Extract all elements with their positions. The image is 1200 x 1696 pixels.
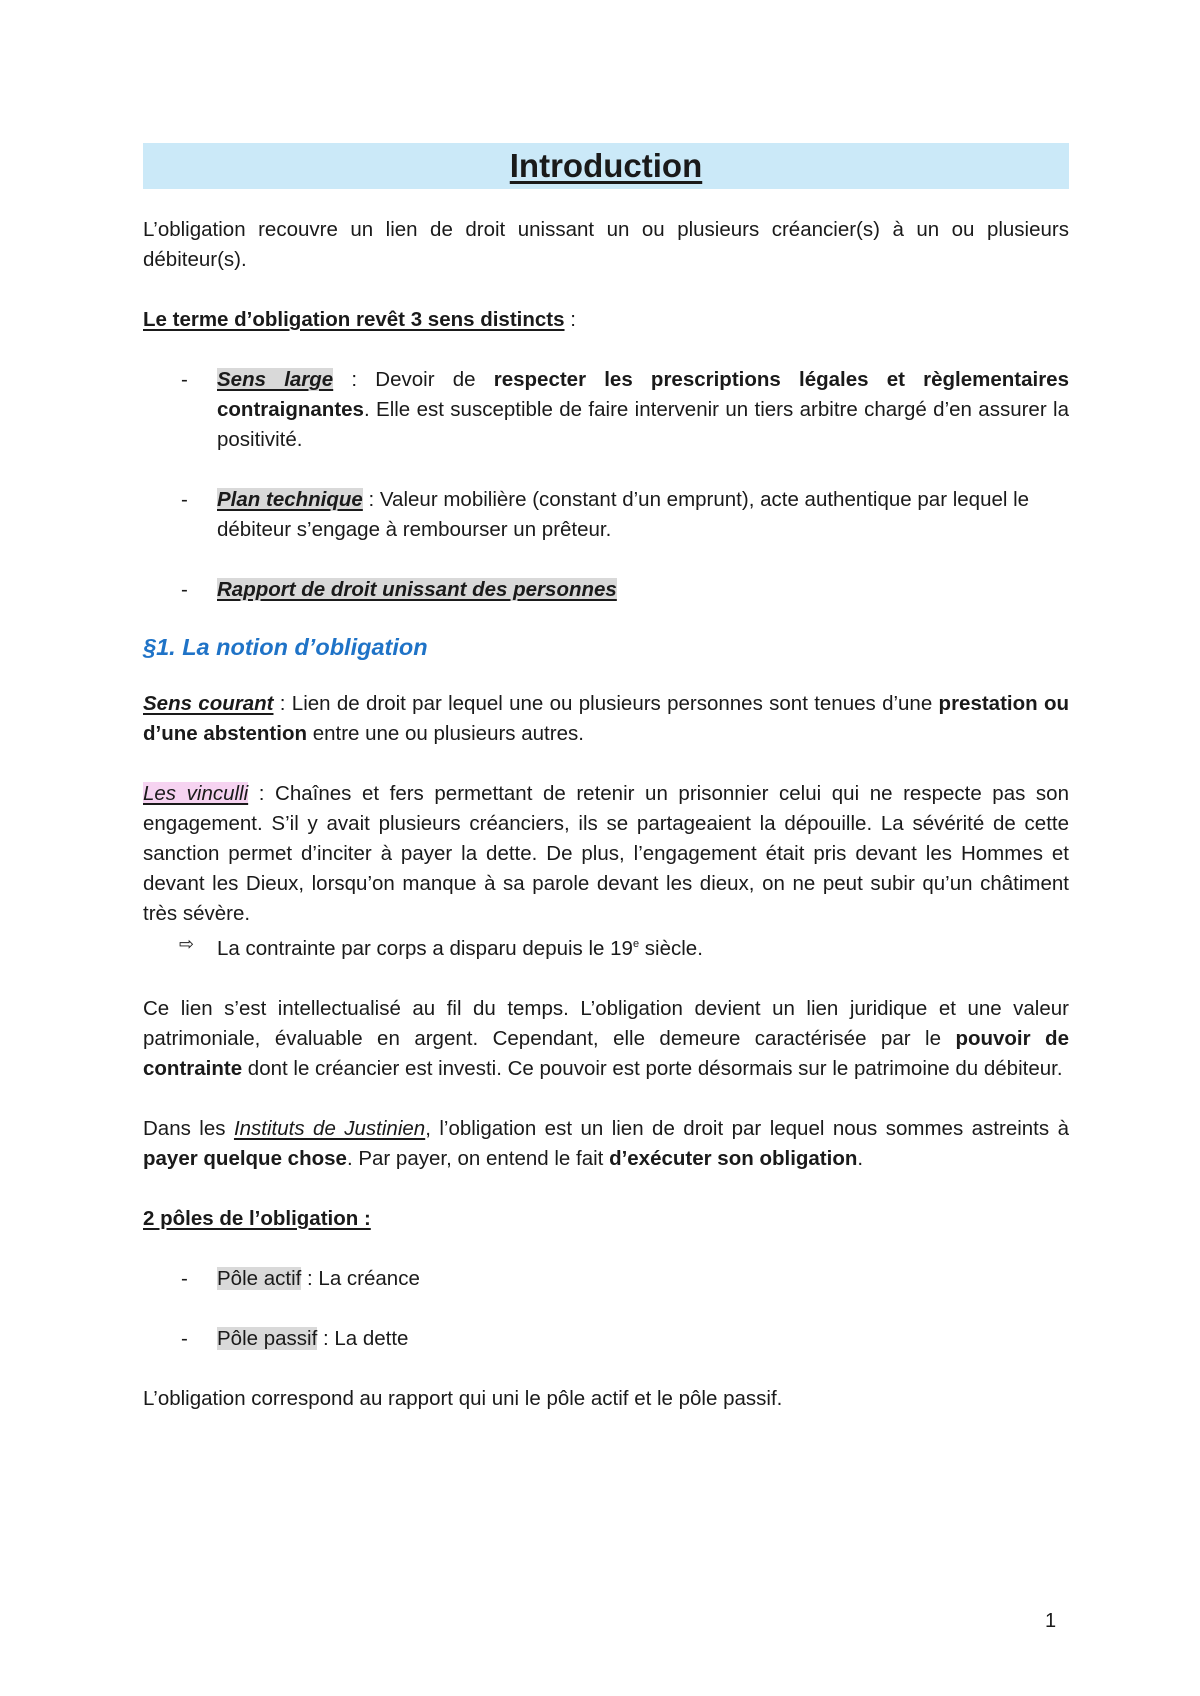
arrow-note <box>143 929 1069 964</box>
vinculi-paragraph <box>143 779 1069 929</box>
term-pole-actif: Pôle actif <box>217 1266 302 1290</box>
sens-courant-paragraph <box>143 689 1069 749</box>
term-separator: : Lien de droit par lequel une ou plusieurs personnes sont tenues d’une <box>273 692 939 715</box>
list-dash: - <box>181 1326 188 1350</box>
list-dash: - <box>181 578 188 601</box>
list-item-rest: : La dette <box>317 1326 409 1350</box>
term-pole-passif: Pôle passif <box>217 1326 318 1350</box>
list-item-text <box>217 1324 1069 1354</box>
justinien-paragraph <box>143 1114 1069 1174</box>
term-separator: : <box>362 488 380 511</box>
paragraph-text: Ce lien s’est intellectualisé au fil du temps. L’obligation devient un lien juridique et une valeur patrimoniale, évaluable en argent. Cependant, elle demeure caractérisée par le <box>143 996 1069 1050</box>
list-item-rest: : La créance <box>301 1266 420 1290</box>
term-vinculli: Les vinculli <box>143 782 249 805</box>
conclusion-paragraph: L’obligation correspond au rapport qui uni le pôle actif et le pôle passif. <box>143 1386 783 1410</box>
list-item-sens-large <box>143 365 1069 455</box>
list-item-rapport-de-droit <box>143 575 1069 605</box>
list-dash: - <box>181 1266 188 1290</box>
term-rapport-de-droit: Rapport de droit unissant des personnes <box>217 578 617 601</box>
paragraph-rest: entre une ou plusieurs autres. <box>307 722 584 745</box>
paragraph-text: . <box>857 1146 864 1170</box>
italic-reference: Instituts de Justinien <box>233 1116 426 1140</box>
sens-heading-colon: : <box>564 308 576 331</box>
list-item-rest: . Elle est susceptible de faire intervenir un tiers arbitre chargé d’en assurer la positivité. <box>217 398 1069 451</box>
term-separator: : Devoir de <box>333 368 494 391</box>
list-item-text <box>217 485 1069 545</box>
list-item-pole-actif <box>143 1264 1069 1294</box>
arrow-note-after: siècle. <box>639 936 703 960</box>
lien-paragraph <box>143 994 1069 1084</box>
page-number: 1 <box>1045 1610 1057 1632</box>
page-title: Introduction <box>143 143 1069 189</box>
poles-heading: 2 pôles de l’obligation : <box>143 1206 371 1230</box>
bold-phrase: payer quelque chose <box>143 1146 347 1170</box>
bold-phrase: respecter les prescriptions légales et règlementaires contraignantes <box>217 368 1069 421</box>
arrow-note-before: La contrainte par corps a disparu depuis le 19 <box>217 936 633 960</box>
bold-phrase: d’exécuter son obligation <box>609 1146 858 1170</box>
bold-phrase: pouvoir de contrainte <box>143 1026 1069 1080</box>
list-item-pole-passif <box>143 1324 1069 1354</box>
term-sens-courant: Sens courant <box>143 692 274 715</box>
paragraph-text: Dans les <box>143 1116 234 1140</box>
list-dash: - <box>181 488 188 511</box>
list-item-text <box>217 365 1069 455</box>
sens-heading <box>143 305 1069 335</box>
intro-paragraph: L’obligation recouvre un lien de droit unissant un ou plusieurs créancier(s) à un ou plusieurs débiteur(s). <box>143 218 1069 271</box>
paragraph-text: . Par payer, on entend le fait <box>346 1146 610 1170</box>
section-heading: §1. La notion d’obligation <box>143 634 428 660</box>
list-item-plan-technique <box>143 485 1069 545</box>
paragraph-text: , l’obligation est un lien de droit par lequel nous sommes astreints à <box>425 1116 1069 1140</box>
list-item-rest: Valeur mobilière (constant d’un emprunt), acte authentique par lequel le débiteur s’engage à rembourser un prêteur. <box>217 488 1030 541</box>
arrow-right-icon: ⇨ <box>179 934 195 954</box>
arrow-note-text <box>217 929 703 964</box>
list-dash: - <box>181 368 188 391</box>
list-item-text <box>217 1264 1069 1294</box>
bold-phrase: prestation ou d’une abstention <box>143 692 1069 745</box>
term-plan-technique: Plan technique <box>217 488 363 511</box>
paragraph-text: dont le créancier est investi. Ce pouvoir est porte désormais sur le patrimoine du débiteur. <box>242 1056 1063 1080</box>
term-sens-large: Sens large <box>217 368 334 391</box>
century-superscript: e <box>632 938 640 950</box>
paragraph-rest: : Chaînes et fers permettant de retenir un prisonnier celui qui ne respecte pas son engagement. S’il y avait plusieurs créanciers, ils se partageaient la dépouille. La sévérité de cette sanction permet d’inciter à payer la dette. De plus, l’engagement était pris devant les Hommes et devant les Dieux, lorsqu’on manque à sa parole devant les dieux, on ne peut subir qu’un châtiment très sévère. <box>143 782 1069 925</box>
sens-heading-text: Le terme d’obligation revêt 3 sens distincts <box>143 308 565 331</box>
page-content <box>143 143 1069 1414</box>
list-item-text <box>217 575 1069 605</box>
